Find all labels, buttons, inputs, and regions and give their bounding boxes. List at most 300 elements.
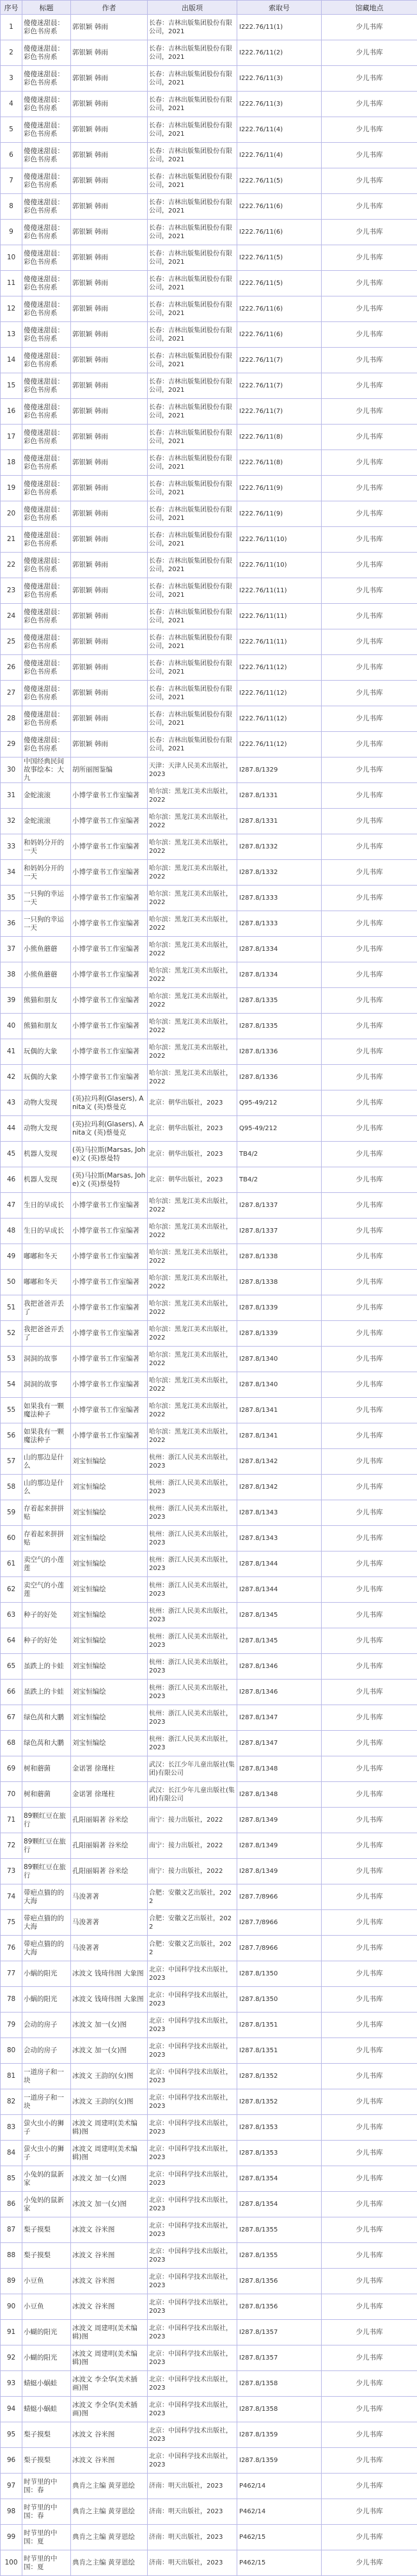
cell-publisher: 北京：中国科学技术出版社，2023 [148,2192,237,2217]
cell-title: 小兔妈的鼠新家 [22,2166,71,2192]
cell-title: 嘟嘟和冬天 [22,1244,71,1270]
cell-publisher: 济南：明天出版社，2023 [148,2525,237,2550]
cell-location: 少儿书库 [322,732,417,757]
cell-publisher: 哈尔滨：黑龙江美术出版社，2022 [148,783,237,809]
cell-call-number: I222.76/11(4) [237,143,322,168]
table-row [1,2243,417,2269]
cell-location: 少儿书库 [322,2550,417,2576]
cell-call-number: I287.8/1350 [237,1961,322,1987]
cell-no: 42 [1,1065,22,1090]
cell-publisher: 武汉：长江少年儿童出版社(集团)有限公司 [148,1782,237,1808]
cell-author: 小博学童书工作室编著 [71,809,148,834]
table-row [1,1193,417,1219]
table-row [1,2192,417,2217]
cell-no: 26 [1,655,22,681]
cell-author: 马浚著著 [71,1884,148,1910]
cell-title: 一只狗的幸运一天 [22,911,71,937]
cell-no: 8 [1,194,22,220]
cell-no: 50 [1,1270,22,1295]
cell-no: 25 [1,629,22,655]
cell-author: 小博学童书工作室编著 [71,1347,148,1372]
cell-location: 少儿书库 [322,1551,417,1577]
cell-call-number: I287.8/1341 [237,1398,322,1423]
cell-publisher: 杭州：浙江人民美术出版社，2023 [148,1577,237,1603]
cell-no: 70 [1,1782,22,1808]
cell-author: 小博学童书工作室编著 [71,1039,148,1065]
cell-publisher: 长春：吉林出版集团股份有限公司，2021 [148,425,237,450]
cell-no: 100 [1,2550,22,2576]
cell-location: 少儿书库 [322,1987,417,2013]
cell-no: 62 [1,1577,22,1603]
cell-author: 郭银颖 韩雨 [71,348,148,373]
cell-title: 傻傻迷甜晨：彩色书房系 [22,143,71,168]
cell-publisher: 长春：吉林出版集团股份有限公司，2021 [148,604,237,629]
cell-call-number: I222.76/11(1) [237,15,322,40]
cell-title: 小熊鱼蘑蘑 [22,962,71,988]
cell-no: 23 [1,578,22,604]
table-row [1,348,417,373]
cell-publisher: 长春：吉林出版集团股份有限公司，2021 [148,629,237,655]
cell-location: 少儿书库 [322,1756,417,1782]
table-row [1,1295,417,1321]
cell-title: 绿色莴和大鹏 [22,1705,71,1731]
cell-location: 少儿书库 [322,220,417,245]
cell-no: 35 [1,886,22,911]
cell-author: 刘宝恒编绘 [71,1654,148,1680]
cell-publisher: 长春：吉林出版集团股份有限公司，2021 [148,92,237,117]
table-row [1,1551,417,1577]
cell-location: 少儿书库 [322,578,417,604]
cell-location: 少儿书库 [322,527,417,553]
header-title: 标题 [22,1,71,15]
table-row [1,2217,417,2243]
cell-no: 18 [1,450,22,476]
cell-publisher: 北京：中国科学技术出版社，2023 [148,2089,237,2115]
cell-author: (英)拉玛利(Glasers), Anita文 (英)蔡曼克 [71,1116,148,1142]
cell-title: 傻傻迷甜晨：彩色书房系 [22,527,71,553]
cell-author: 小博学童书工作室编著 [71,1193,148,1219]
cell-no: 81 [1,2064,22,2089]
cell-call-number: I287.8/1356 [237,2269,322,2294]
table-row [1,2064,417,2089]
cell-location: 少儿书库 [322,1398,417,1423]
cell-call-number: P462/15 [237,2525,322,2550]
cell-publisher: 哈尔滨：黑龙江美术出版社，2022 [148,1219,237,1244]
cell-call-number: I287.8/1348 [237,1782,322,1808]
cell-no: 66 [1,1680,22,1705]
cell-location: 少儿书库 [322,1628,417,1654]
cell-title: 动物大发现 [22,1116,71,1142]
cell-location: 少儿书库 [322,1090,417,1116]
cell-title: 机器人发现 [22,1142,71,1167]
cell-publisher: 长春：吉林出版集团股份有限公司，2021 [148,168,237,194]
cell-call-number: I287.8/1342 [237,1475,322,1500]
table-row [1,1219,417,1244]
cell-no: 64 [1,1628,22,1654]
cell-author: 刘宝恒编绘 [71,1500,148,1526]
cell-publisher: 北京：中国科学技术出版社，2023 [148,2345,237,2371]
cell-location: 少儿书库 [322,629,417,655]
cell-call-number: I287.8/1335 [237,1014,322,1039]
cell-call-number: I287.8/1335 [237,988,322,1014]
cell-call-number: I287.8/1338 [237,1244,322,1270]
cell-title: 熊猫和朋友 [22,988,71,1014]
cell-title: 卖空气的小莲莲 [22,1577,71,1603]
cell-location: 少儿书库 [322,15,417,40]
cell-call-number: I287.8/1340 [237,1372,322,1398]
cell-publisher: 北京：中国科学技术出版社，2023 [148,2217,237,2243]
cell-location: 少儿书库 [322,2345,417,2371]
cell-author: 小博学童书工作室编著 [71,911,148,937]
cell-title: 存着起来拼拼贴 [22,1526,71,1551]
cell-location: 少儿书库 [322,2397,417,2422]
cell-call-number: I287.8/1354 [237,2166,322,2192]
cell-author: 冰波文 王韵的(女)图 [71,2064,148,2089]
cell-title: 山的那边是什么 [22,1449,71,1475]
cell-author: 典肯之主编 黄芽恩绘 [71,2550,148,2576]
cell-author: 冰波文 谷米图 [71,2217,148,2243]
cell-no: 6 [1,143,22,168]
cell-publisher: 杭州：浙江人民美术出版社，2023 [148,1526,237,1551]
cell-author: 孔阳丽娟著 谷米绘 [71,1833,148,1859]
cell-author: 典肯之主编 黄芽恩绘 [71,2525,148,2550]
cell-title: 傻傻迷甜晨：彩色书房系 [22,604,71,629]
cell-title: 小蜗的阳光 [22,1987,71,2013]
cell-title: 傻傻迷甜晨：彩色书房系 [22,373,71,399]
cell-no: 95 [1,2422,22,2448]
cell-no: 21 [1,527,22,553]
cell-title: 一只狗的幸运一天 [22,886,71,911]
table-row [1,399,417,425]
table-row [1,988,417,1014]
table-row [1,1680,417,1705]
cell-title: 山的那边是什么 [22,1475,71,1500]
cell-title: 傻傻迷甜晨：彩色书房系 [22,476,71,501]
cell-title: 小蝴的阳光 [22,2345,71,2371]
cell-title: 梨子摸梨 [22,2422,71,2448]
cell-publisher: 长春：吉林出版集团股份有限公司，2021 [148,15,237,40]
cell-publisher: 杭州：浙江人民美术出版社，2023 [148,1680,237,1705]
cell-no: 59 [1,1500,22,1526]
cell-no: 36 [1,911,22,937]
table-row [1,220,417,245]
cell-call-number: I222.76/11(9) [237,501,322,527]
cell-publisher: 杭州：浙江人民美术出版社，2023 [148,1551,237,1577]
cell-location: 少儿书库 [322,296,417,322]
cell-no: 13 [1,322,22,348]
header-author: 作者 [71,1,148,15]
cell-publisher: 武汉：长江少年儿童出版社(集团)有限公司 [148,1756,237,1782]
cell-publisher: 长春：吉林出版集团股份有限公司，2021 [148,527,237,553]
cell-author: 郭银颖 韩雨 [71,553,148,578]
cell-publisher: 北京：中国科学技术出版社，2023 [148,1961,237,1987]
cell-title: 卖空气的小莲莲 [22,1551,71,1577]
cell-call-number: I287.8/1344 [237,1577,322,1603]
cell-title: 小兔妈的鼠新家 [22,2192,71,2217]
table-row [1,2089,417,2115]
table-row [1,476,417,501]
cell-author: 冰波文 谷米图 [71,2294,148,2320]
cell-title: 玩偶的大象 [22,1065,71,1090]
cell-call-number: I287.8/1345 [237,1603,322,1628]
cell-author: 金诺署 徐瑾柱 [71,1782,148,1808]
cell-location: 少儿书库 [322,1680,417,1705]
cell-location: 少儿书库 [322,655,417,681]
table-row [1,2141,417,2166]
cell-no: 52 [1,1321,22,1347]
table-row [1,1167,417,1193]
cell-author: 郭银颖 韩雨 [71,476,148,501]
cell-location: 少儿书库 [322,66,417,92]
table-row [1,553,417,578]
cell-call-number: I222.76/11(7) [237,399,322,425]
cell-call-number: I222.76/11(6) [237,296,322,322]
cell-call-number: I287.8/1339 [237,1321,322,1347]
cell-no: 84 [1,2141,22,2166]
cell-no: 55 [1,1398,22,1423]
table-row [1,1936,417,1961]
cell-title: 傻傻迷甜晨：彩色书房系 [22,706,71,732]
cell-title: 我把爸爸弄丢了 [22,1295,71,1321]
table-row [1,527,417,553]
cell-call-number: I287.8/1340 [237,1347,322,1372]
cell-publisher: 哈尔滨：黑龙江美术出版社，2022 [148,1193,237,1219]
cell-title: 傻傻迷甜晨：彩色书房系 [22,220,71,245]
cell-author: 郭银颖 韩雨 [71,271,148,296]
cell-title: 傻傻迷甜晨：彩色书房系 [22,15,71,40]
cell-call-number: I287.8/1336 [237,1065,322,1090]
cell-call-number: I287.7/8966 [237,1910,322,1936]
cell-no: 20 [1,501,22,527]
cell-location: 少儿书库 [322,1039,417,1065]
cell-location: 少儿书库 [322,757,417,783]
cell-publisher: 长春：吉林出版集团股份有限公司，2021 [148,296,237,322]
cell-location: 少儿书库 [322,1782,417,1808]
table-row [1,322,417,348]
cell-location: 少儿书库 [322,2243,417,2269]
cell-call-number: I222.76/11(3) [237,66,322,92]
table-row [1,373,417,399]
cell-publisher: 杭州：浙江人民美术出版社，2023 [148,1475,237,1500]
cell-location: 少儿书库 [322,1500,417,1526]
cell-location: 少儿书库 [322,1475,417,1500]
cell-publisher: 长春：吉林出版集团股份有限公司，2021 [148,655,237,681]
cell-title: 树和蘑菌 [22,1782,71,1808]
cell-title: 傻傻迷甜晨：彩色书房系 [22,271,71,296]
cell-publisher: 杭州：浙江人民美术出版社，2023 [148,1449,237,1475]
cell-no: 46 [1,1167,22,1193]
cell-author: 郭银颖 韩雨 [71,681,148,706]
cell-author: 郭银颖 韩雨 [71,732,148,757]
cell-no: 38 [1,962,22,988]
cell-call-number: I222.76/11(12) [237,732,322,757]
cell-title: 时节里的中国：夏 [22,2550,71,2576]
cell-author: 郭银颖 韩雨 [71,706,148,732]
cell-author: 冰波文 加一(女)图 [71,2192,148,2217]
table-row [1,1731,417,1756]
cell-call-number: I287.8/1334 [237,962,322,988]
cell-title: 种子的好处 [22,1628,71,1654]
cell-location: 少儿书库 [322,1372,417,1398]
cell-author: 金诺署 徐瑾柱 [71,1756,148,1782]
table-row [1,1449,417,1475]
cell-title: 傻傻迷甜晨：彩色书房系 [22,66,71,92]
cell-call-number: P462/14 [237,2474,322,2499]
cell-location: 少儿书库 [322,322,417,348]
cell-author: 刘宝恒编绘 [71,1551,148,1577]
cell-no: 93 [1,2371,22,2397]
cell-no: 71 [1,1808,22,1833]
table-row [1,1014,417,1039]
table-row [1,886,417,911]
table-row [1,783,417,809]
cell-call-number: I222.76/11(12) [237,706,322,732]
cell-location: 少儿书库 [322,962,417,988]
cell-title: 我把爸爸弄丢了 [22,1321,71,1347]
cell-title: 树和蘑菌 [22,1756,71,1782]
cell-location: 少儿书库 [322,1808,417,1833]
cell-author: 小博学童书工作室编著 [71,1065,148,1090]
cell-author: (英)拉玛利(Glasers), Anita文 (英)蔡曼克 [71,1090,148,1116]
cell-author: 冰波文 周建明(美术编辑)图 [71,2320,148,2345]
cell-title: 动物大发现 [22,1090,71,1116]
cell-location: 少儿书库 [322,706,417,732]
cell-no: 65 [1,1654,22,1680]
cell-location: 少儿书库 [322,1910,417,1936]
table-row [1,2550,417,2576]
cell-author: 刘宝恒编绘 [71,1449,148,1475]
cell-publisher: 长春：吉林出版集团股份有限公司，2021 [148,245,237,271]
cell-author: 小博学童书工作室编著 [71,1219,148,1244]
cell-author: 孔阳丽娟著 谷米绘 [71,1808,148,1833]
cell-location: 少儿书库 [322,1731,417,1756]
cell-title: 存着起来拼拼贴 [22,1500,71,1526]
table-row [1,1039,417,1065]
cell-publisher: 长春：吉林出版集团股份有限公司，2021 [148,399,237,425]
table-body [1,15,417,2576]
cell-author: 孔阳丽娟著 谷米绘 [71,1859,148,1884]
cell-publisher: 北京：中国科学技术出版社，2023 [148,2294,237,2320]
cell-publisher: 南宁：接力出版社，2022 [148,1859,237,1884]
cell-location: 少儿书库 [322,937,417,962]
table-row [1,2499,417,2525]
cell-title: 傻傻迷甜晨：彩色书房系 [22,194,71,220]
cell-location: 少儿书库 [322,245,417,271]
cell-call-number: I222.76/11(7) [237,348,322,373]
table-row [1,1756,417,1782]
cell-title: 傻傻迷甜晨：彩色书房系 [22,40,71,66]
cell-title: 89颗红豆在旅行 [22,1833,71,1859]
cell-location: 少儿书库 [322,604,417,629]
cell-no: 47 [1,1193,22,1219]
cell-no: 80 [1,2038,22,2064]
cell-location: 少儿书库 [322,2269,417,2294]
cell-no: 60 [1,1526,22,1551]
cell-location: 少儿书库 [322,399,417,425]
cell-no: 22 [1,553,22,578]
table-row [1,2371,417,2397]
cell-no: 90 [1,2294,22,2320]
cell-no: 3 [1,66,22,92]
cell-location: 少儿书库 [322,553,417,578]
cell-publisher: 长春：吉林出版集团股份有限公司，2021 [148,40,237,66]
cell-author: 冰波文 谷米图 [71,2269,148,2294]
cell-location: 少儿书库 [322,1961,417,1987]
cell-publisher: 哈尔滨：黑龙江美术出版社，2022 [148,911,237,937]
table-row [1,245,417,271]
cell-call-number: I287.8/1357 [237,2345,322,2371]
cell-call-number: I287.8/1346 [237,1654,322,1680]
cell-author: 冰波文 谷米图 [71,2448,148,2474]
cell-location: 少儿书库 [322,2422,417,2448]
cell-author: 小博学童书工作室编著 [71,1014,148,1039]
table-row [1,655,417,681]
cell-call-number: P462/14 [237,2499,322,2525]
cell-location: 少儿书库 [322,809,417,834]
cell-title: 一道房子和一块 [22,2089,71,2115]
cell-call-number: I222.76/11(10) [237,527,322,553]
table-row [1,2038,417,2064]
table-row [1,2013,417,2038]
cell-title: 和妈妈分开的一天 [22,834,71,860]
cell-title: 蜻蜓小蜗蛙 [22,2397,71,2422]
table-row [1,194,417,220]
cell-author: 冰波文 钱琦伟图 大象图 [71,1961,148,1987]
cell-title: 傻傻迷甜晨：彩色书房系 [22,399,71,425]
cell-author: 郭银颖 韩雨 [71,168,148,194]
cell-no: 78 [1,1987,22,2013]
cell-author: 马浚著著 [71,1910,148,1936]
cell-title: 傻傻迷甜晨：彩色书房系 [22,578,71,604]
cell-publisher: 长春：吉林出版集团股份有限公司，2021 [148,706,237,732]
table-row [1,809,417,834]
table-row [1,1321,417,1347]
cell-no: 73 [1,1859,22,1884]
cell-location: 少儿书库 [322,117,417,143]
table-header [1,1,417,15]
cell-no: 61 [1,1551,22,1577]
cell-title: 带疤点猫的的大海 [22,1910,71,1936]
cell-author: 冰波文 李全华(美术插画)图 [71,2371,148,2397]
cell-no: 97 [1,2474,22,2499]
table-row [1,2294,417,2320]
cell-no: 17 [1,425,22,450]
cell-title: 带疤点猫的的大海 [22,1884,71,1910]
cell-author: 郭银颖 韩雨 [71,245,148,271]
table-row [1,66,417,92]
cell-no: 40 [1,1014,22,1039]
cell-author: 郭银颖 韩雨 [71,92,148,117]
cell-title: 傻傻迷甜晨：彩色书房系 [22,245,71,271]
cell-publisher: 杭州：浙江人民美术出版社，2023 [148,1603,237,1628]
table-row [1,2345,417,2371]
cell-author: 冰波文 加一(女)图 [71,2013,148,2038]
cell-publisher: 北京：中国科学技术出版社，2023 [148,2013,237,2038]
cell-publisher: 长春：吉林出版集团股份有限公司，2021 [148,476,237,501]
cell-location: 少儿书库 [322,425,417,450]
cell-author: (英)马拉斯(Marsas, Johe)文 (英)蔡曼特 [71,1167,148,1193]
cell-location: 少儿书库 [322,271,417,296]
cell-call-number: I222.76/11(11) [237,629,322,655]
table-row [1,501,417,527]
cell-title: 89颗红豆在旅行 [22,1859,71,1884]
cell-call-number: P462/15 [237,2550,322,2576]
table-row [1,40,417,66]
cell-author: 刘宝恒编绘 [71,1475,148,1500]
cell-call-number: I222.76/11(8) [237,450,322,476]
table-row [1,604,417,629]
cell-publisher: 哈尔滨：黑龙江美术出版社，2022 [148,988,237,1014]
